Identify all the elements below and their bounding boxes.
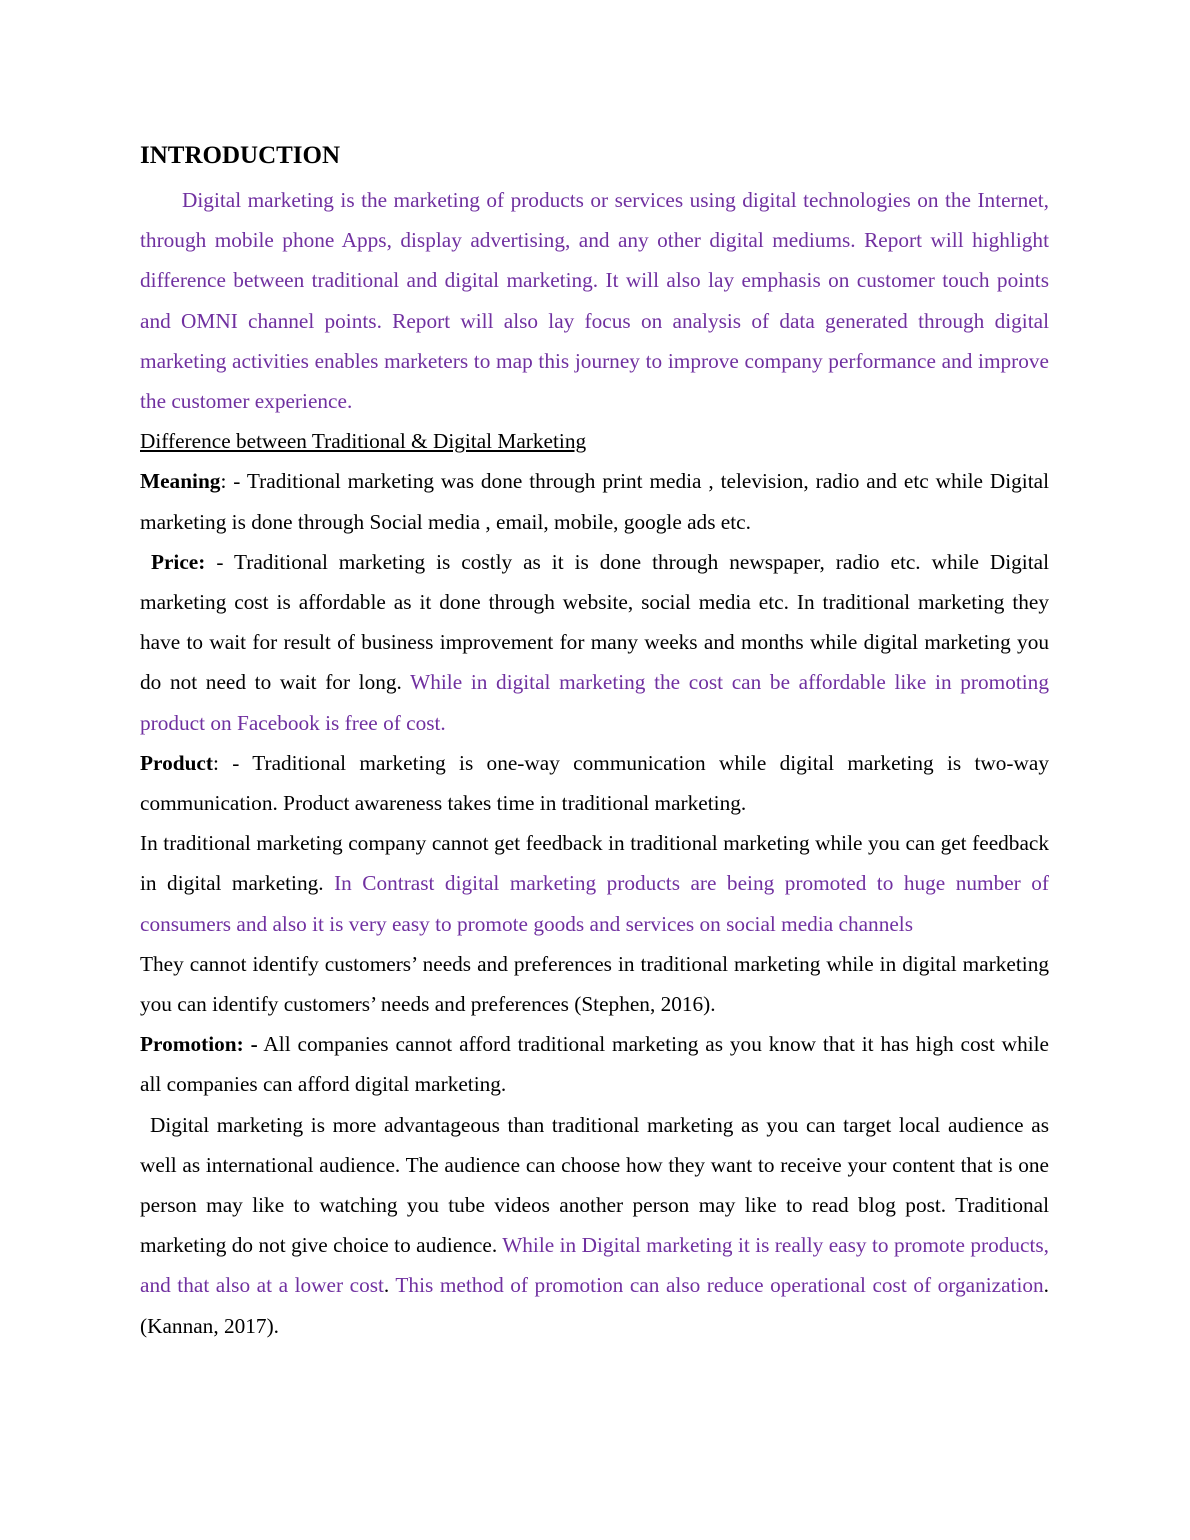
price-highlight: While in digital marketing the cost can be affordable like in promoting product on Facebook is free of cost. — [140, 670, 1049, 735]
price-label: Price: — [150, 549, 217, 574]
document-page — [140, 140, 1049, 1346]
advantage-highlight-1: While in Digital marketing it is really easy to promote products, and that also at a lower cost — [140, 1233, 1049, 1298]
needs-paragraph — [140, 944, 1049, 1024]
promotion-text: All companies cannot afford traditional marketing as you know that it has high cost while all companies can afford digital marketing. — [140, 1032, 1049, 1097]
meaning-separator: : - — [220, 469, 247, 494]
product-text: Traditional marketing is one-way communication while digital marketing is two-way communication. Product awareness takes time in traditional marketing. — [140, 750, 1050, 816]
section-subheading: Difference between Traditional & Digital Marketing — [140, 429, 587, 454]
feedback-highlight: In Contrast digital marketing products are being promoted to huge number of consumers and also it is very easy to promote goods and services on social media channels — [140, 871, 1049, 936]
promotion-label: Promotion: - — [140, 1032, 258, 1057]
intro-text: Digital marketing is the marketing of products or services using digital technologies on the Internet, through mobile phone Apps, display advertising, and any other digital mediums. Report will highlight difference between traditional and digital marketing. It will also lay emphasis on customer touch points and OMNI channel points. Report will also lay focus on analysis of data generated through digital marketing activities enables marketers to map this journey to improve company performance and improve the customer experience. — [140, 188, 1049, 414]
price-paragraph — [140, 542, 1049, 743]
meaning-label: Meaning — [140, 469, 221, 494]
product-separator: : - — [212, 750, 253, 775]
price-text: Traditional marketing is costly as it is done through newspaper, radio etc. while Digital marketing cost is affordable as it done through website, social media etc. In traditional marketing they have to wait for result of business improvement for many weeks and months while digital marketing you do not need to wait for long. — [140, 549, 1050, 695]
advantage-paragraph — [140, 1105, 1049, 1346]
needs-text: They cannot identify customers’ needs and preferences in traditional marketing while in digital marketing you can identify customers’ needs and preferences (Stephen, 2016). — [140, 951, 1049, 1017]
section-subheading-paragraph — [140, 421, 1049, 461]
meaning-paragraph — [140, 461, 1049, 541]
advantage-highlight-2: This method of promotion can also reduce operational cost of organization — [395, 1273, 1044, 1298]
feedback-text: In traditional marketing company cannot get feedback in traditional marketing while you can get feedback in digital marketing. — [140, 831, 1049, 896]
feedback-paragraph — [140, 823, 1049, 944]
advantage-mid: . — [383, 1273, 396, 1298]
meaning-text: Traditional marketing was done through print media , television, radio and etc while Digital marketing is done through Social media , email, mobile, google ads etc. — [140, 469, 1049, 534]
advantage-text: Digital marketing is more advantageous than traditional marketing as you can target local audience as well as international audience. The audience can choose how they want to receive your content that is one person may like to watching you tube videos another person may like to read blog post. Traditional marketing do not give choice to audience. — [140, 1112, 1049, 1258]
product-paragraph — [140, 743, 1049, 823]
product-label: Product — [140, 750, 213, 775]
intro-paragraph — [140, 180, 1049, 421]
price-separator: - — [216, 549, 234, 574]
advantage-citation: . (Kannan, 2017). — [140, 1273, 1049, 1338]
promotion-paragraph — [140, 1024, 1049, 1104]
page-title: INTRODUCTION — [140, 142, 341, 169]
